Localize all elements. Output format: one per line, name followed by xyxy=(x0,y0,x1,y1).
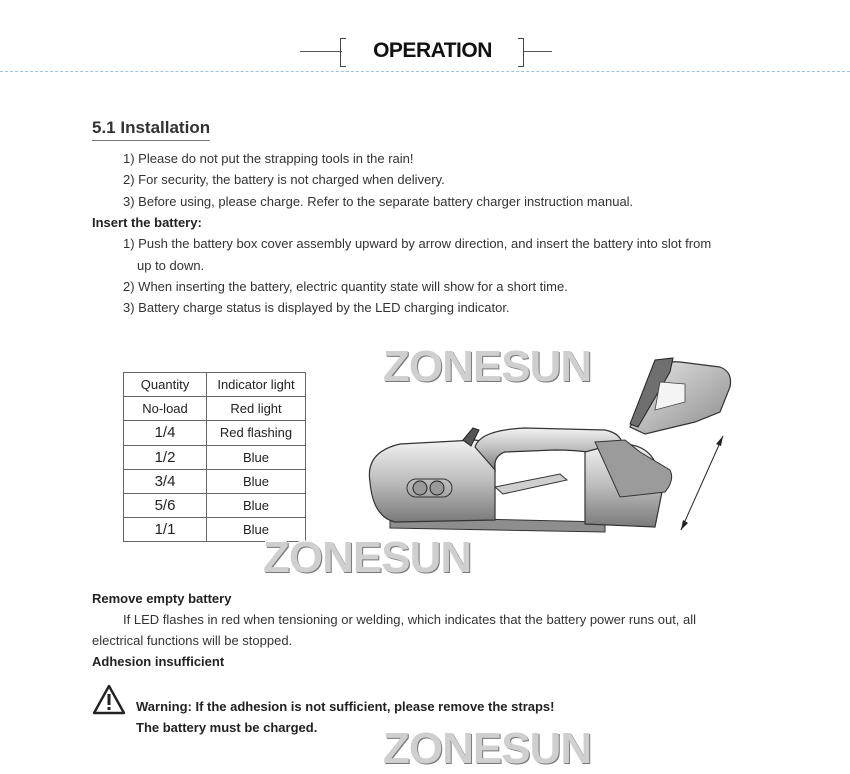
table-cell-quantity: No-load xyxy=(124,397,207,421)
warning-line-1: Warning: If the adhesion is not sufficient, please remove the straps! xyxy=(136,699,555,714)
table-cell-quantity: 1/4 xyxy=(124,421,207,445)
table-header-cell: Indicator light xyxy=(207,373,306,397)
table-row xyxy=(124,493,306,517)
table-cell-indicator: Red flashing xyxy=(207,421,306,445)
table-cell-indicator: Blue xyxy=(207,518,306,542)
table-header-row xyxy=(124,373,306,397)
page-header-title: OPERATION xyxy=(373,39,492,62)
remove-battery-line-1: If LED flashes in red when tensioning or welding, which indicates that the battery power runs out, all xyxy=(123,612,697,627)
install-item-1: 1) Please do not put the strapping tools in the rain! xyxy=(123,151,414,166)
header-rule-left xyxy=(300,51,342,52)
table-cell-indicator: Blue xyxy=(207,445,306,469)
install-item-3: 3) Before using, please charge. Refer to the separate battery charger instruction manual. xyxy=(123,194,634,209)
header-rule-right xyxy=(524,51,552,52)
battery-indicator-table xyxy=(123,372,306,542)
watermark: ZONESUN xyxy=(383,342,592,391)
insert-item-1-line-1: 1) Push the battery box cover assembly upward by arrow direction, and insert the battery into slot from xyxy=(123,236,712,251)
watermark: ZONESUN xyxy=(383,724,592,773)
header-dashed-divider xyxy=(0,71,850,72)
table-header-cell: Quantity xyxy=(124,373,207,397)
table-row xyxy=(124,421,306,445)
table-cell-indicator: Blue xyxy=(207,469,306,493)
insert-item-3: 3) Battery charge status is displayed by the LED charging indicator. xyxy=(123,300,510,315)
watermark: ZONESUN xyxy=(263,533,472,582)
section-title: 5.1 Installation xyxy=(92,118,210,141)
table-row xyxy=(124,397,306,421)
table-cell-quantity: 1/1 xyxy=(124,518,207,542)
table-cell-quantity: 5/6 xyxy=(124,493,207,517)
insert-item-1-line-2: up to down. xyxy=(137,258,205,273)
table-cell-indicator: Blue xyxy=(207,493,306,517)
adhesion-heading: Adhesion insufficient xyxy=(92,654,225,669)
insert-item-2: 2) When inserting the battery, electric quantity state will show for a short time. xyxy=(123,279,568,294)
remove-battery-line-2: electrical functions will be stopped. xyxy=(92,633,293,648)
install-item-2: 2) For security, the battery is not charged when delivery. xyxy=(123,172,445,187)
insert-battery-heading: Insert the battery: xyxy=(92,215,202,230)
header-bracket-right xyxy=(518,38,524,67)
warning-line-2: The battery must be charged. xyxy=(136,720,318,735)
warning-triangle-icon xyxy=(92,684,126,716)
table-cell-indicator: Red light xyxy=(207,397,306,421)
table-cell-quantity: 3/4 xyxy=(124,469,207,493)
table-cell-quantity: 1/2 xyxy=(124,445,207,469)
table-row xyxy=(124,445,306,469)
table-row xyxy=(124,469,306,493)
remove-battery-heading: Remove empty battery xyxy=(92,591,232,606)
